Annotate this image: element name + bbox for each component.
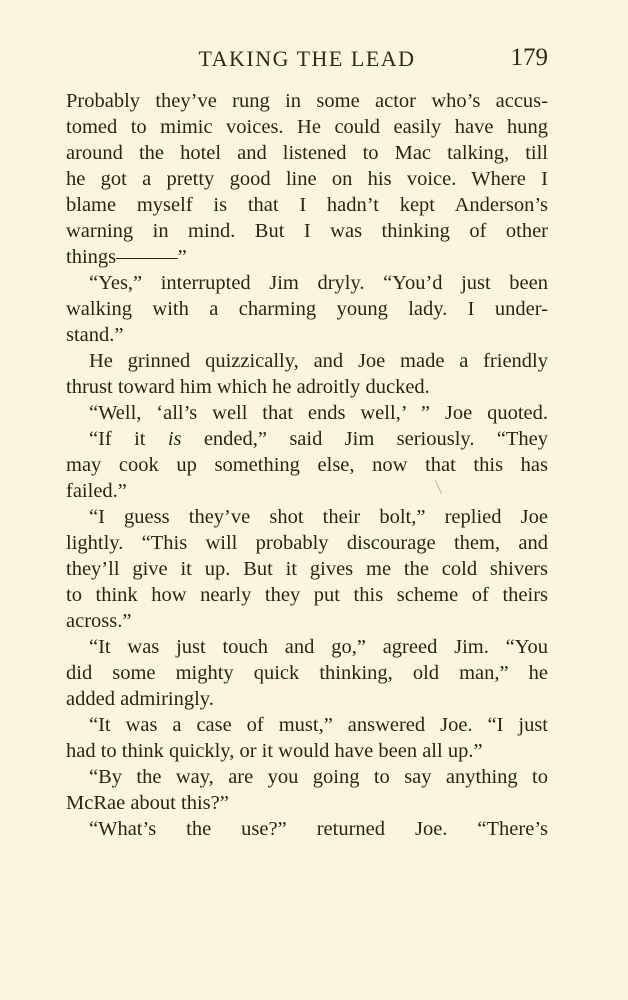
text-line: he got a pretty good line on his voice. Where I (66, 168, 548, 190)
text-line: may cook up something else, now that this has (66, 454, 548, 476)
text-line: “Yes,” interrupted Jim dryly. “You’d just been (89, 272, 548, 294)
text-line: He grinned quizzically, and Joe made a friendly (89, 350, 548, 372)
text-line: thrust toward him which he adroitly ducked. (66, 376, 430, 398)
text-line: Probably they’ve rung in some actor who’s accus- (66, 90, 548, 112)
text-line: failed.” (66, 480, 127, 502)
text-line: “It was a case of must,” answered Joe. “I just (89, 714, 548, 736)
emphasis: is (167, 428, 182, 450)
text-line: blame myself is that I hadn’t kept Anderson’s (66, 194, 548, 216)
text-line: tomed to mimic voices. He could easily have hung (66, 116, 548, 138)
text-line: McRae about this?” (66, 792, 229, 814)
text-line: to think how nearly they put this scheme of theirs (66, 584, 548, 606)
text-line: stand.” (66, 324, 124, 346)
text-line: “If it is ended,” said Jim seriously. “They (89, 428, 548, 450)
body-text (66, 88, 548, 842)
text-line: warning in mind. But I was thinking of other (66, 220, 548, 242)
text-line: they’ll give it up. But it gives me the cold shivers (66, 558, 548, 580)
text-line: “I guess they’ve shot their bolt,” replied Joe (89, 506, 548, 528)
running-head: TAKING THE LEAD (198, 46, 416, 71)
text-line: “It was just touch and go,” agreed Jim. “You (89, 636, 548, 658)
page-header (66, 44, 548, 78)
text-line: had to think quickly, or it would have been all up.” (66, 740, 483, 762)
text-line: “What’s the use?” returned Joe. “There’s (89, 818, 548, 840)
text-line: added admiringly. (66, 688, 214, 710)
text-line: lightly. “This will probably discourage them, and (66, 532, 548, 554)
text-line: things———” (66, 246, 187, 268)
text-line: walking with a charming young lady. I under- (66, 298, 548, 320)
text-line: across.” (66, 610, 132, 632)
text-line: “By the way, are you going to say anything to (89, 766, 548, 788)
page-number: 179 (510, 44, 548, 71)
text-line: did some mighty quick thinking, old man,” he (66, 662, 548, 684)
text-line: around the hotel and listened to Mac talking, till (66, 142, 548, 164)
text-line: “Well, ‘all’s well that ends well,’ ” Joe quoted. (89, 402, 548, 424)
